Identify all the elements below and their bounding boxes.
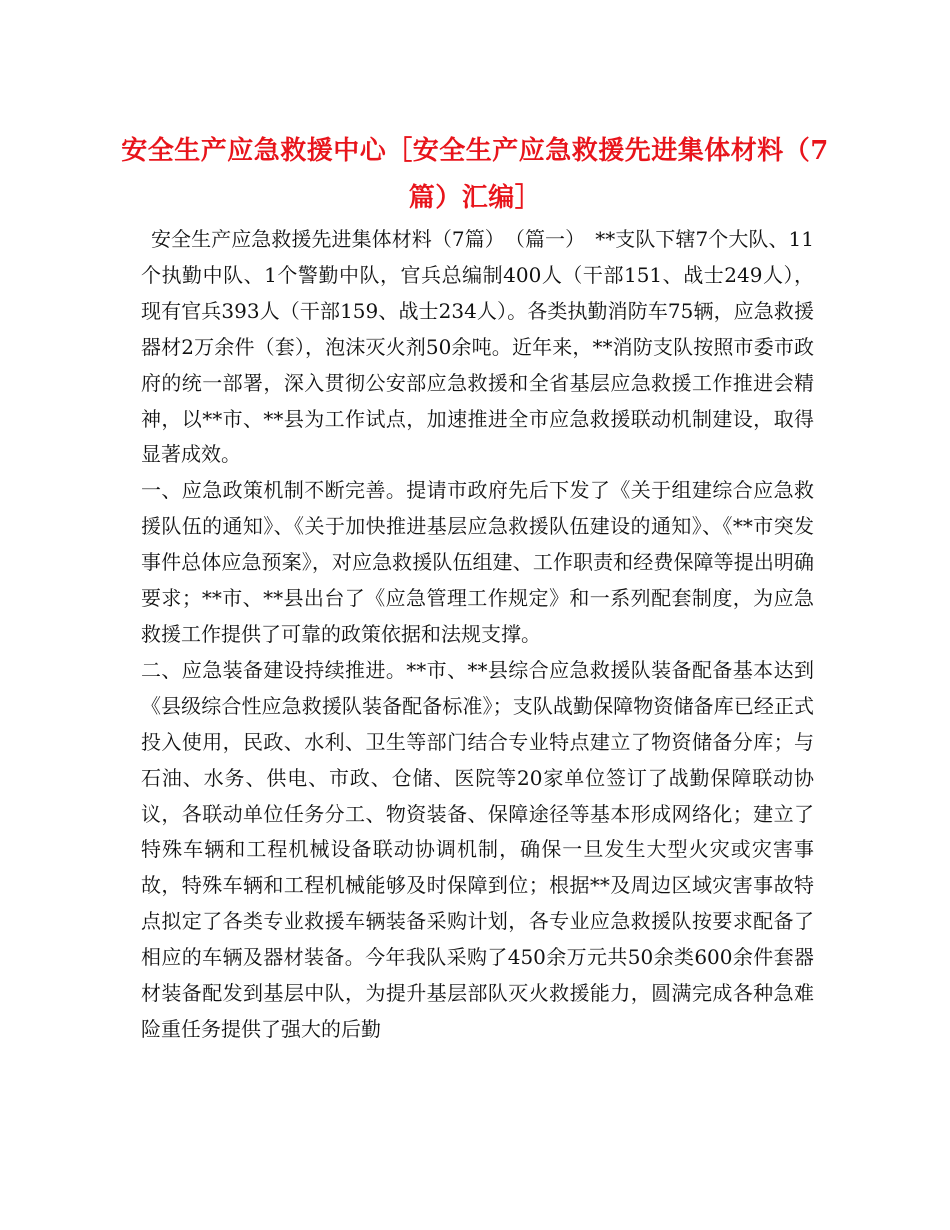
document-title: 安全生产应急救援中心［安全生产应急救援先进集体材料（7篇）汇编］ xyxy=(121,136,829,213)
paragraph-equipment: 二、应急装备建设持续推进。**市、**县综合应急救援队装备配备基本达到《县级综合性应急救援队装备配备标准》；支队战勤保障物资储备库已经正式投入使用，民政、水利、卫生等部门结合专业特点建立了物资储备分库；与石油、水务、供电、市政、仓储、医院等20家单位签订了战勤保障联动协议，各联动单位任务分工、物资装备、保障途径等基本形成网络化；建立了特殊车辆和工程机械设备联动协调机制，确保一旦发生大型火灾或灾害事故，特殊车辆和工程机械能够及时保障到位；根据**及周边区域灾害事故特点拟定了各类专业救援车辆装备采购计划，各专业应急救援队按要求配备了相应的车辆及器材装备。今年我队采购了450余万元共50余类600余件套器材装备配发到基层中队，为提升基层部队灭火救援能力，圆满完成各种急难险重任务提供了强大的后勤 xyxy=(141,657,814,1041)
document-body xyxy=(141,222,814,1048)
paragraph-intro: 安全生产应急救援先进集体材料（7篇） （篇一） **支队下辖7个大队、11个执勤中队、1个警勤中队，官兵总编制400人（干部151、战士249人），现有官兵393人（干部159、战士234人）。各类执勤消防车75辆，应急救援器材2万余件（套），泡沫灭火剂50余吨。近年来，**消防支队按照市委市政府的统一部署，深入贯彻公安部应急救援和全省基层应急救援工作推进会精神，以**市、**县为工作试点，加速推进全市应急救援联动机制建设，取得显著成效。 xyxy=(141,227,814,467)
paragraph-policy: 一、应急政策机制不断完善。提请市政府先后下发了《关于组建综合应急救援队伍的通知》、《关于加快推进基层应急救援队伍建设的通知》、《**市突发事件总体应急预案》，对应急救援队伍组建、工作职责和经费保障等提出明确要求；**市、**县出台了《应急管理工作规定》和一系列配套制度，为应急救援工作提供了可靠的政策依据和法规支撑。 xyxy=(141,478,814,646)
